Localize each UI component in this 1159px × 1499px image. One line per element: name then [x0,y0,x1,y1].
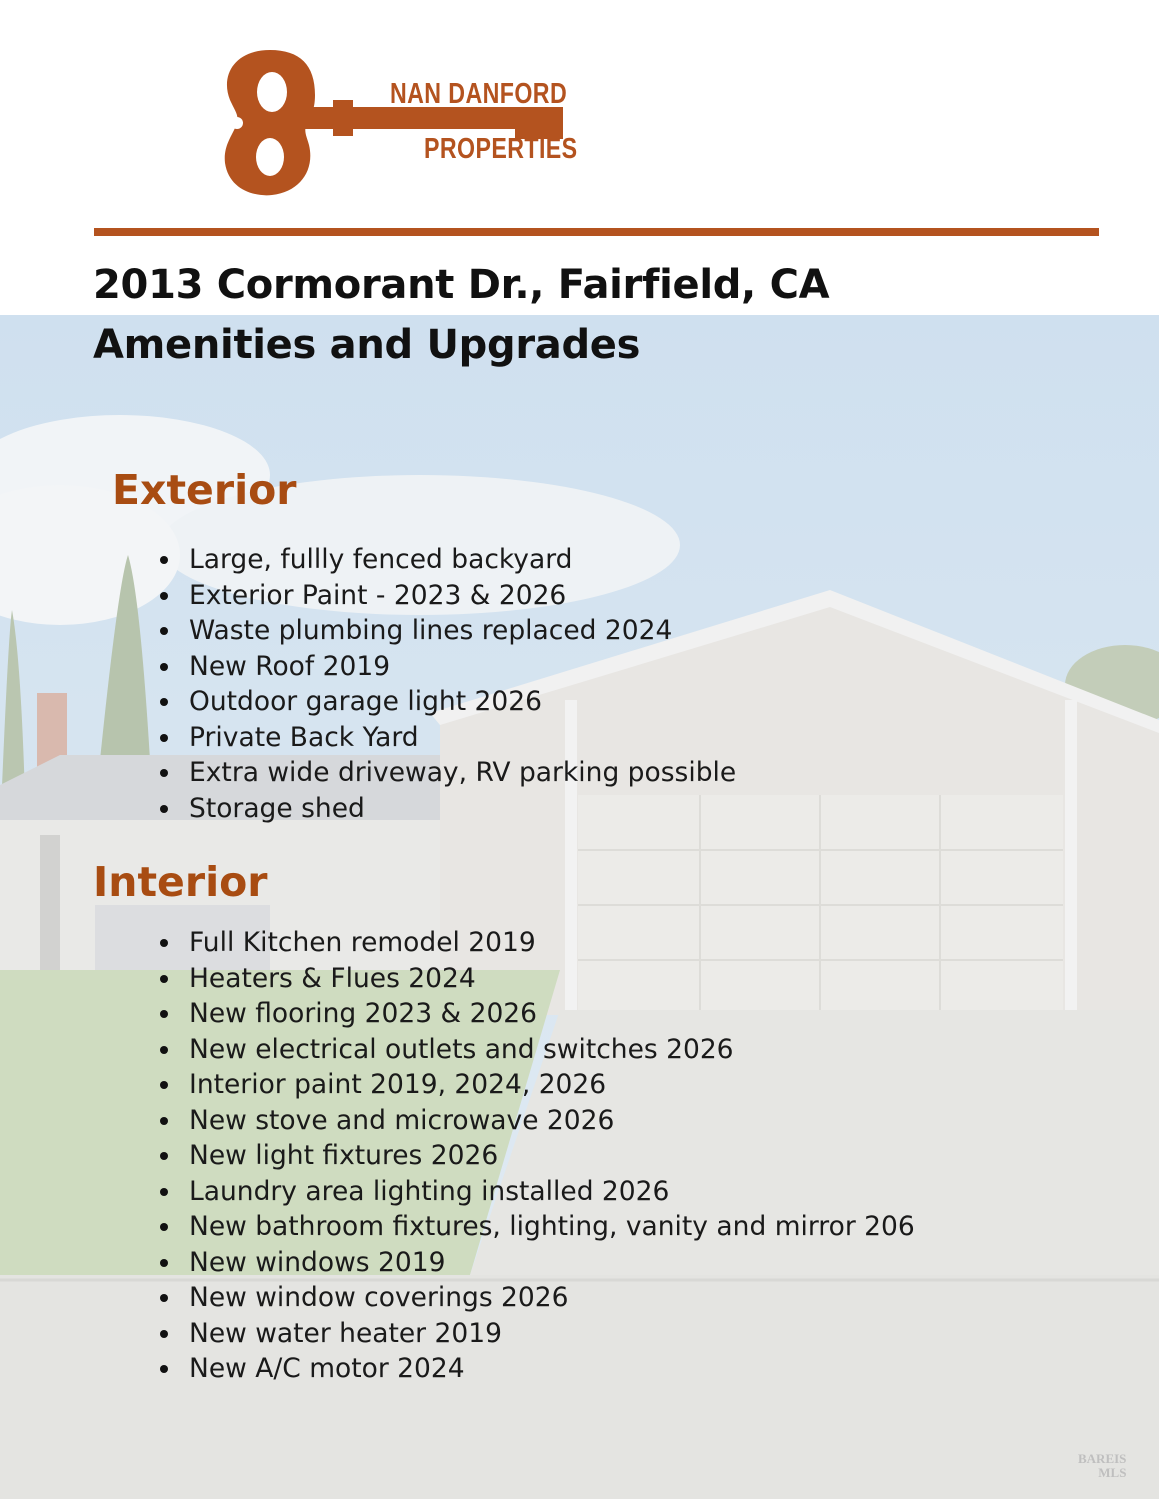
interior-list [160,925,915,1387]
header-divider [94,228,1099,236]
mls-watermark [1078,1452,1126,1480]
list-item: Private Back Yard [160,720,736,756]
list-item: Heaters & Flues 2024 [160,961,915,997]
list-item: Storage shed [160,791,736,827]
list-item: New bathroom fixtures, lighting, vanity and mirror 206 [160,1209,915,1245]
page-subtitle: Amenities and Upgrades [93,322,641,368]
list-item: New A/C motor 2024 [160,1351,915,1387]
logo-text-line1: NAN DANFORD [390,78,568,110]
watermark-line2: MLS [1098,1465,1127,1480]
key-icon [215,45,575,200]
list-item: Full Kitchen remodel 2019 [160,925,915,961]
interior-heading: Interior [93,858,268,906]
list-item: Large, fullly fenced backyard [160,542,736,578]
list-item: Laundry area lighting installed 2026 [160,1174,915,1210]
list-item: New window coverings 2026 [160,1280,915,1316]
list-item: New stove and microwave 2026 [160,1103,915,1139]
list-item: New flooring 2023 & 2026 [160,996,915,1032]
list-item: New light fixtures 2026 [160,1138,915,1174]
list-item: New windows 2019 [160,1245,915,1281]
list-item: Outdoor garage light 2026 [160,684,736,720]
list-item: Waste plumbing lines replaced 2024 [160,613,736,649]
list-item: Interior paint 2019, 2024, 2026 [160,1067,915,1103]
list-item: New Roof 2019 [160,649,736,685]
logo-text-line2: PROPERTIES [424,133,578,165]
company-logo [215,45,575,200]
list-item: New water heater 2019 [160,1316,915,1352]
list-item: Exterior Paint - 2023 & 2026 [160,578,736,614]
watermark-line1: BAREIS [1078,1451,1127,1466]
exterior-list [160,542,736,826]
property-address-title: 2013 Cormorant Dr., Fairfield, CA [93,262,830,308]
list-item: New electrical outlets and switches 2026 [160,1032,915,1068]
list-item: Extra wide driveway, RV parking possible [160,755,736,791]
exterior-heading: Exterior [112,466,297,514]
